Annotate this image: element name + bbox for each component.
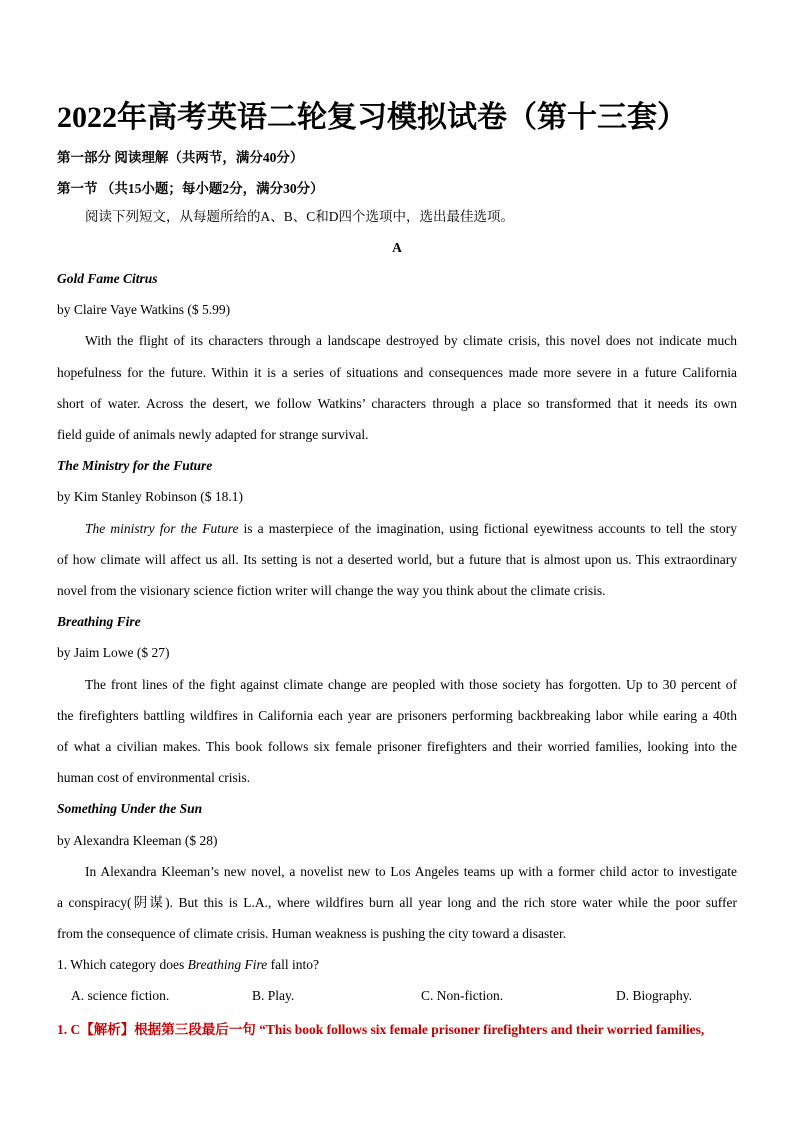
page-title: 2022年高考英语二轮复习模拟试卷（第十三套） [57, 101, 687, 134]
paragraph-line: of how climate will affect us all. Its setting is not a deserted world, but a future that is almost upon us. This extraordinary [57, 552, 737, 567]
paragraph-line: from the consequence of climate crisis. Human weakness is pushing the city toward a disaster. [57, 926, 567, 941]
paragraph-line: of what a civilian makes. This book follows six female prisoner firefighters and their worried families, looking into the [57, 739, 737, 754]
paragraph-line: The front lines of the fight against climate change are peopled with those society has forgotten. Up to 30 percent of [85, 677, 737, 692]
paragraph-line: hopefulness for the future. Within it is a series of situations and consequences made more severe in a future California [57, 365, 737, 380]
book-byline: by Jaim Lowe ($ 27) [57, 645, 170, 660]
book-title-inline: The ministry for the Future [85, 521, 239, 536]
book-byline: by Kim Stanley Robinson ($ 18.1) [57, 489, 243, 504]
option-a: A. science fiction. [71, 988, 170, 1003]
book-title: Something Under the Sun [57, 801, 203, 816]
paragraph-line: the firefighters battling wildfires in California each year are prisoners performing backbreaking labor while earing a 40th [57, 708, 737, 723]
paragraph-line: a conspiracy(阴谋). But this is L.A., where wildfires burn all year long and the rich store water while the poor suffer [57, 895, 737, 910]
paragraph-line: novel from the visionary science fiction writer will change the way you think about the climate crisis. [57, 583, 606, 598]
paragraph-line: short of water. Across the desert, we follow Watkins’ characters through a place so transformed that it needs its own [57, 396, 737, 411]
paragraph-line: In Alexandra Kleeman’s new novel, a novelist new to Los Angeles teams up with a former child actor to investigate [85, 864, 737, 879]
instruction-text: 阅读下列短文，从每题所给的A、B、C和D四个选项中，选出最佳选项。 [85, 209, 515, 224]
question-book-title: Breathing Fire [187, 957, 268, 972]
section-heading: 第一节 （共15小题；每小题2分，满分30分） [57, 181, 324, 196]
question-text: 1. Which category does Breathing Fire fall into? [57, 957, 319, 972]
book-title: Breathing Fire [57, 614, 141, 629]
book-byline: by Alexandra Kleeman ($ 28) [57, 833, 218, 848]
option-d: D. Biography. [616, 988, 692, 1003]
answer-explanation: 1. C【解析】根据第三段最后一句 “This book follows six female prisoner firefighters and their worried families, [57, 1022, 705, 1037]
option-b: B. Play. [252, 988, 295, 1003]
book-byline: by Claire Vaye Watkins ($ 5.99) [57, 302, 231, 317]
passage-label: A [392, 240, 402, 255]
paragraph-text: is a masterpiece of the imagination, using fictional eyewitness accounts to tell the story [238, 521, 737, 536]
option-c: C. Non-fiction. [421, 988, 504, 1003]
paragraph-line: With the flight of its characters through a landscape destroyed by climate crisis, this novel does not indicate much [85, 333, 737, 348]
part-heading: 第一部分 阅读理解（共两节，满分40分） [57, 150, 304, 165]
book-title: The Ministry for the Future [57, 458, 213, 473]
paragraph-line: field guide of animals newly adapted for strange survival. [57, 427, 369, 442]
paragraph-line: human cost of environmental crisis. [57, 770, 251, 785]
book-title: Gold Fame Citrus [57, 271, 158, 286]
paragraph-line [85, 520, 737, 538]
